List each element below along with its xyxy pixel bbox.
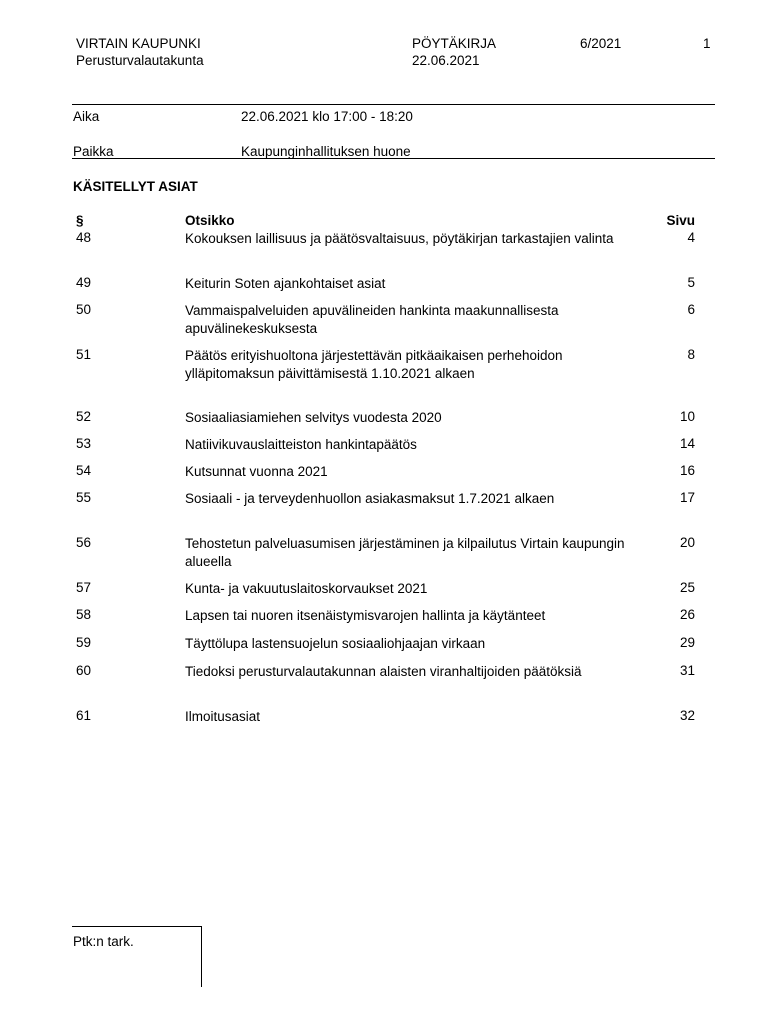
section-title: KÄSITELLYT ASIAT [73, 179, 198, 194]
meeting-number: 6/2021 [580, 36, 622, 51]
agenda-section-number: 60 [76, 663, 92, 678]
checkers-label: Ptk:n tark. [73, 934, 134, 949]
divider [72, 158, 715, 159]
agenda-title: Sosiaaliasiamiehen selvitys vuodesta 2020 [185, 410, 442, 425]
agenda-page: 10 [679, 409, 695, 424]
time-label: Aika [73, 109, 100, 124]
column-header-section: § [76, 213, 84, 228]
agenda-title: Sosiaali - ja terveydenhuollon asiakasmaksut 1.7.2021 alkaen [185, 491, 555, 506]
agenda-title: Ilmoitusasiat [185, 709, 261, 724]
agenda-section-number: 59 [76, 635, 92, 650]
time-value: 22.06.2021 klo 17:00 - 18:20 [241, 109, 413, 124]
agenda-section-number: 55 [76, 490, 92, 505]
agenda-title: Tiedoksi perusturvalautakunnan alaisten viranhaltijoiden päätöksiä [185, 664, 582, 679]
agenda-title: Päätös erityishuoltona järjestettävän pitkäaikaisen perhehoidon ylläpitomaksun päivittämisestä 1.10.2021 alkaen [185, 348, 563, 381]
agenda-title: Kunta- ja vakuutuslaitoskorvaukset 2021 [185, 581, 428, 596]
agenda-section-number: 56 [76, 535, 92, 550]
agenda-page: 16 [679, 463, 695, 478]
agenda-page: 14 [679, 436, 695, 451]
organization-name: VIRTAIN KAUPUNKI [76, 36, 201, 51]
column-header-page: Sivu [666, 213, 695, 228]
page-number: 1 [703, 36, 711, 51]
agenda-section-number: 58 [76, 607, 92, 622]
agenda-page: 5 [687, 275, 695, 290]
agenda-section-number: 54 [76, 463, 92, 478]
agenda-section-number: 49 [76, 275, 92, 290]
agenda-page: 32 [679, 708, 695, 723]
place-label: Paikka [73, 144, 114, 159]
agenda-title: Täyttölupa lastensuojelun sosiaaliohjaajan virkaan [185, 636, 486, 651]
agenda-title: Lapsen tai nuoren itsenäistymisvarojen hallinta ja käytänteet [185, 608, 546, 623]
agenda-section-number: 50 [76, 302, 92, 317]
agenda-title: Tehostetun palveluasumisen järjestäminen ja kilpailutus Virtain kaupungin alueella [185, 536, 625, 569]
agenda-section-number: 51 [76, 347, 92, 362]
agenda-page: 20 [679, 535, 695, 550]
agenda-section-number: 57 [76, 580, 92, 595]
agenda-section-number: 53 [76, 436, 92, 451]
agenda-title: Kutsunnat vuonna 2021 [185, 464, 328, 479]
agenda-page: 25 [679, 580, 695, 595]
agenda-page: 4 [687, 230, 695, 245]
agenda-page: 6 [687, 302, 695, 317]
board-name: Perusturvalautakunta [76, 53, 204, 68]
agenda-page: 8 [687, 347, 695, 362]
document-type: PÖYTÄKIRJA [412, 36, 497, 51]
agenda-page: 31 [679, 663, 695, 678]
agenda-section-number: 48 [76, 230, 92, 245]
divider [72, 104, 715, 105]
agenda-page: 17 [679, 490, 695, 505]
agenda-section-number: 61 [76, 708, 92, 723]
column-header-title: Otsikko [185, 213, 235, 228]
agenda-page: 29 [679, 635, 695, 650]
agenda-section-number: 52 [76, 409, 92, 424]
place-value: Kaupunginhallituksen huone [241, 144, 411, 159]
agenda-title: Natiivikuvauslaitteiston hankintapäätös [185, 437, 417, 452]
agenda-page: 26 [679, 607, 695, 622]
agenda-title: Keiturin Soten ajankohtaiset asiat [185, 276, 386, 291]
agenda-title: Vammaispalveluiden apuvälineiden hankinta maakunnallisesta apuvälinekeskuksesta [185, 303, 559, 336]
agenda-title: Kokouksen laillisuus ja päätösvaltaisuus, pöytäkirjan tarkastajien valinta [185, 231, 614, 246]
document-date: 22.06.2021 [412, 53, 480, 68]
